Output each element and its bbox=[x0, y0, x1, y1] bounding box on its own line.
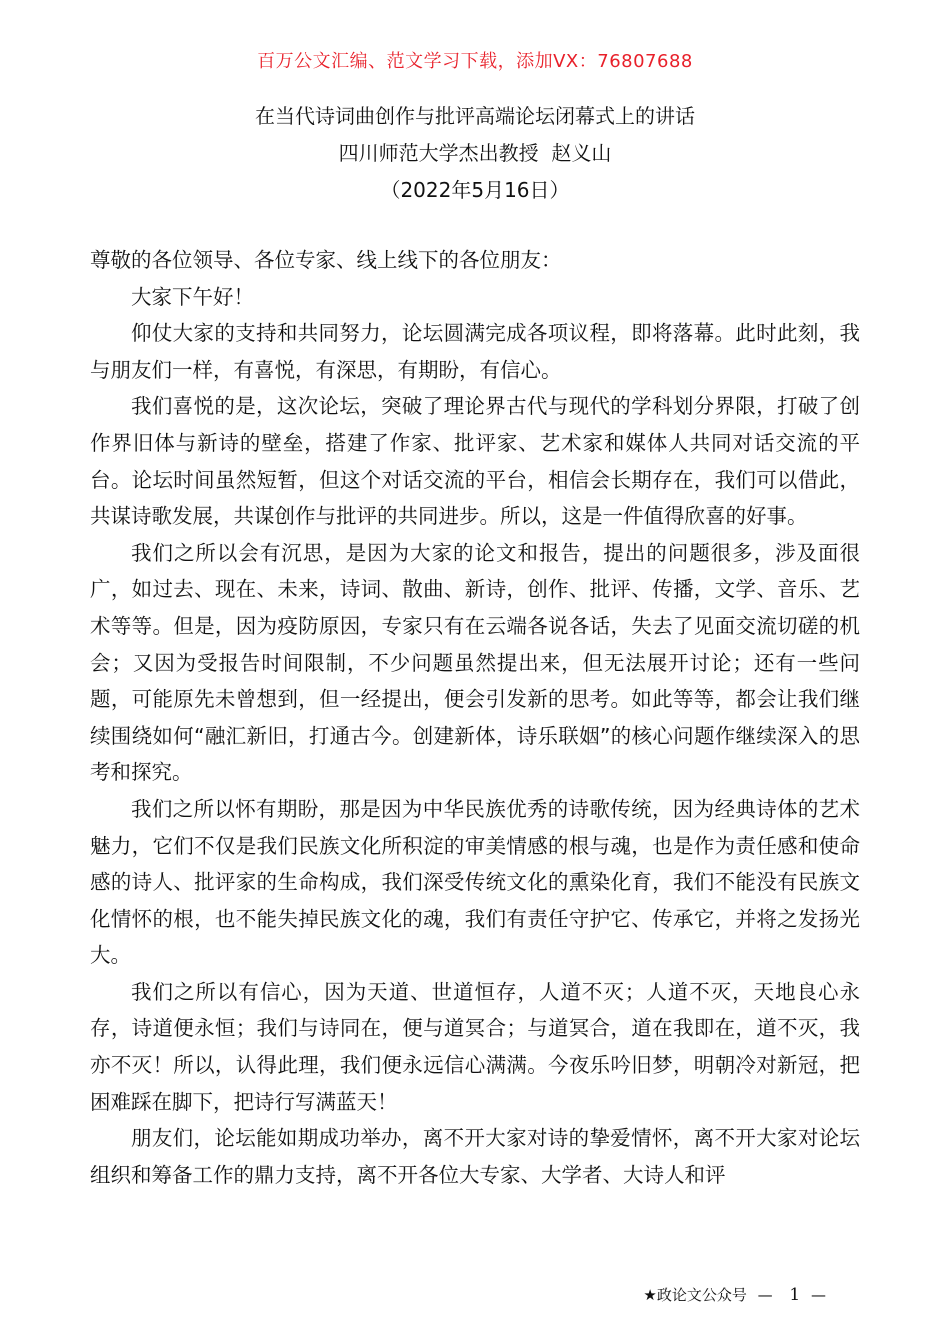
speech-author: 四川师范大学杰出教授 赵义山 bbox=[338, 141, 612, 165]
paragraph: 我们之所以会有沉思，是因为大家的论文和报告，提出的问题很多，涉及面很广，如过去、现在、未来，诗词、散曲、新诗，创作、批评、传播，文学、音乐、艺术等等。但是，因为疫防原因，专家只有在云端各说各话，失去了见面交流切磋的机会；又因为受报告时间限制，不少问题虽然提出来，但无法展开讨论；还有一些问题，可能原先未曾想到，但一经提出，便会引发新的思考。如此等等，都会让我们继续围绕如何“融汇新旧，打通古今。创建新体，诗乐联姻”的核心问题作继续深入的思考和探究。 bbox=[90, 540, 860, 785]
salutation: 尊敬的各位领导、各位专家、线上线下的各位朋友： bbox=[90, 248, 562, 272]
footer-source: ★政论文公众号 bbox=[643, 1286, 747, 1304]
watermark-text: 百万公文汇编、范文学习下载，添加VX：76807688 bbox=[257, 51, 693, 72]
paragraph: 我们喜悦的是，这次论坛，突破了理论界古代与现代的学科划分界限，打破了创作界旧体与新诗的壁垒，搭建了作家、批评家、艺术家和媒体人共同对话交流的平台。论坛时间虽然短暂，但这个对话交流的平台，相信会长期存在，我们可以借此，共谋诗歌发展，共谋创作与批评的共同进步。所以，这是一件值得欣喜的好事。 bbox=[90, 394, 860, 529]
page-number: 1 bbox=[789, 1285, 801, 1305]
footer-dash-right: — bbox=[811, 1286, 826, 1304]
paragraph: 朋友们，论坛能如期成功举办，离不开大家对诗的挚爱情怀，离不开大家对论坛组织和筹备工作的鼎力支持，离不开各位大专家、大学者、大诗人和评 bbox=[90, 1126, 860, 1187]
speech-title: 在当代诗词曲创作与批评高端论坛闭幕式上的讲话 bbox=[255, 104, 695, 128]
title-block bbox=[0, 98, 950, 209]
paragraph: 我们之所以怀有期盼，那是因为中华民族优秀的诗歌传统，因为经典诗体的艺术魅力，它们不仅是我们民族文化所积淀的审美情感的根与魂，也是作为责任感和使命感的诗人、批评家的生命构成，我们深受传统文化的熏染化育，我们不能没有民族文化情怀的根，也不能失掉民族文化的魂，我们有责任守护它、传承它，并将之发扬光大。 bbox=[90, 796, 860, 968]
footer-dash-left: — bbox=[757, 1286, 773, 1304]
speech-date: （2022年5月16日） bbox=[380, 178, 570, 202]
paragraph: 大家下午好！ bbox=[131, 284, 254, 309]
paragraph: 仰仗大家的支持和共同努力，论坛圆满完成各项议程，即将落幕。此时此刻，我与朋友们一样，有喜悦，有深思，有期盼，有信心。 bbox=[90, 321, 860, 382]
page-footer bbox=[643, 1284, 832, 1305]
paragraph: 我们之所以有信心，因为天道、世道恒存，人道不灭；人道不灭，天地良心永存，诗道便永恒；我们与诗同在，便与道冥合；与道冥合，道在我即在，道不灭，我亦不灭！所以，认得此理，我们便永远信心满满。今夜乐吟旧梦，明朝冷对新冠，把困难踩在脚下，把诗行写满蓝天！ bbox=[90, 979, 860, 1114]
speech-body bbox=[90, 242, 860, 1193]
